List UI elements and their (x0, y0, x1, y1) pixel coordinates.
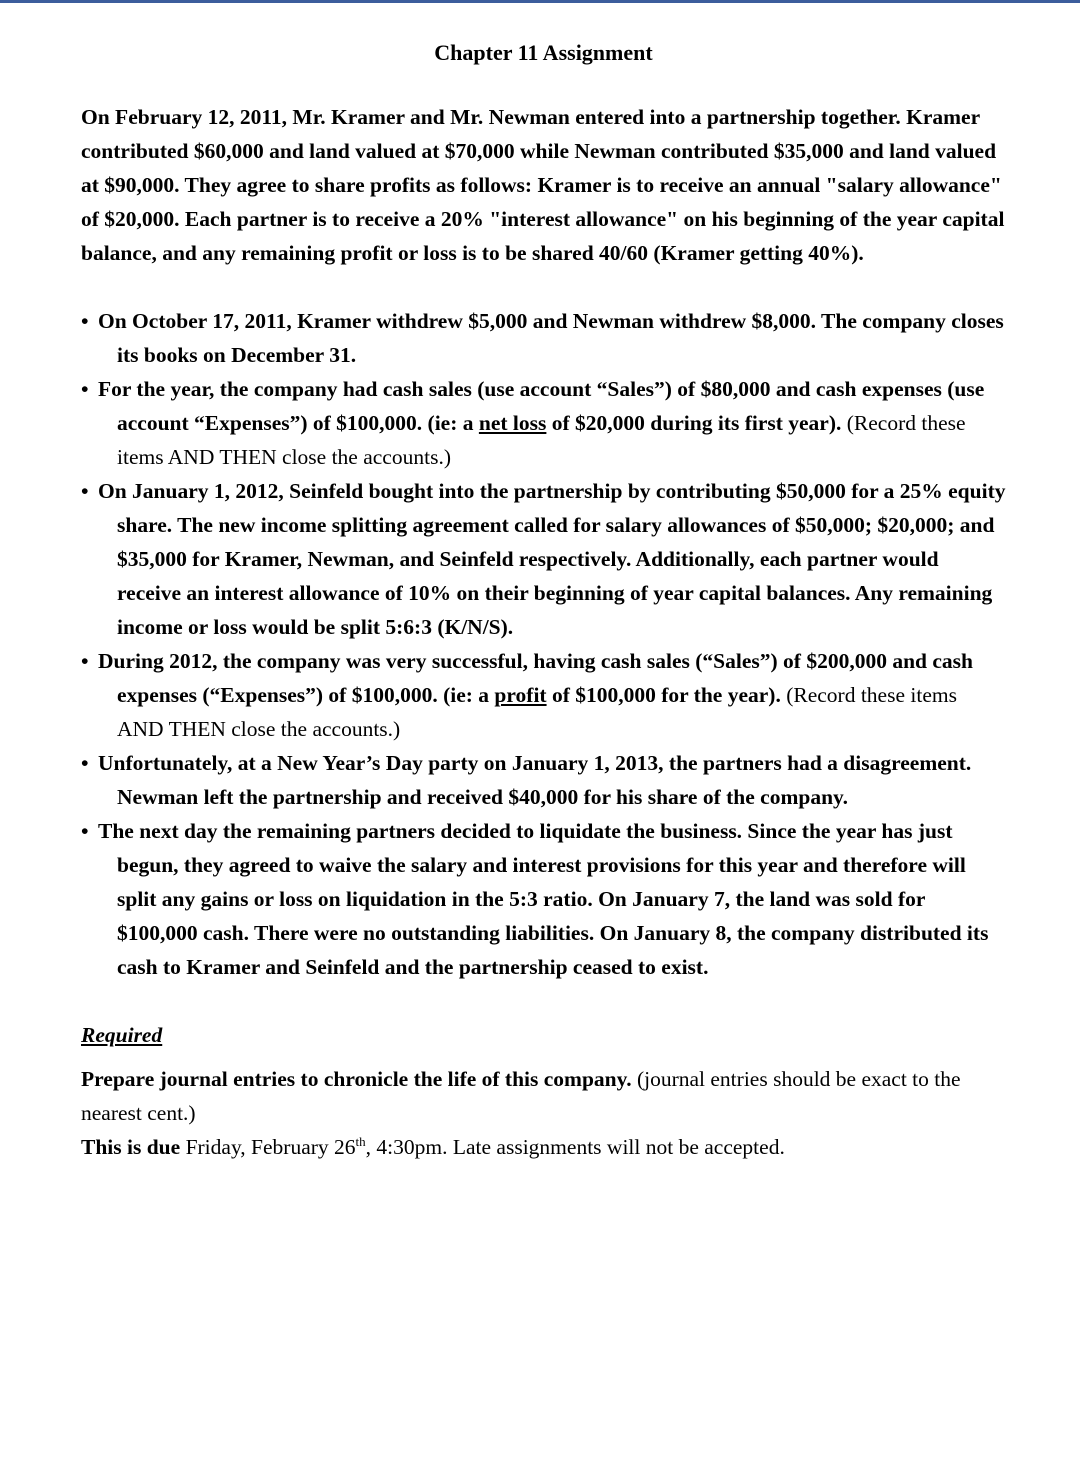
list-item-text: On January 1, 2012, Seinfeld bought into the partnership by contributing $50,000 for a 25% equity share. The new income splitting agreement called for salary allowances of $50,000; $20,000; and $35,000 for Kramer, Newman, and Seinfeld respectively. Additionally, each partner would receive an interest allowance of 10% on their beginning of year capital balances. Any remaining income or loss would be split 5:6:3 (K/N/S). (98, 479, 1006, 639)
list-item-text: During 2012, the company was very successful, having cash sales (“Sales”) of $200,000 and cash expenses (“Expenses”) of $100,000. (ie: a (98, 649, 973, 707)
bullet-icon: • (81, 819, 89, 843)
bullet-icon: • (81, 377, 89, 401)
instruction-paragraph (81, 1062, 1006, 1130)
top-border (0, 0, 1080, 3)
bullet-icon: • (81, 751, 89, 775)
list-item (81, 746, 1006, 814)
list-item-text: For the year, the company had cash sales (use account “Sales”) of $80,000 and cash expenses (use account “Expenses”) of $100,000. (ie: a (98, 377, 985, 435)
list-item (81, 814, 1006, 984)
due-label: This is due (81, 1135, 181, 1159)
underlined-term: profit (494, 683, 547, 707)
document-page (81, 36, 1006, 1164)
list-item (81, 644, 1006, 746)
list-item-text: The next day the remaining partners decided to liquidate the business. Since the year has just begun, they agreed to waive the salary and interest provisions for this year and therefore will split any gains or loss on liquidation in the 5:3 ratio. On January 7, the land was sold for $100,000 cash. There were no outstanding liabilities. On January 8, the company distributed its cash to Kramer and Seinfeld and the partnership ceased to exist. (98, 819, 989, 979)
list-item (81, 474, 1006, 644)
bullet-icon: • (81, 309, 89, 333)
list-item-note: (Record these items AND THEN close the accounts.) (117, 683, 957, 741)
list-item (81, 372, 1006, 474)
underlined-term: net loss (478, 411, 547, 435)
list-item-text: On October 17, 2011, Kramer withdrew $5,000 and Newman withdrew $8,000. The company closes its books on December 31. (98, 309, 1004, 367)
required-heading: Required (81, 1023, 163, 1047)
list-item (81, 304, 1006, 372)
page-title: Chapter 11 Assignment (434, 40, 653, 65)
due-date-text: Friday, February 26 (180, 1135, 356, 1159)
list-item-text: of $20,000 during its first year). (546, 411, 842, 435)
instruction-note: (journal entries should be exact to the nearest cent.) (81, 1067, 961, 1125)
list-item-text: Unfortunately, at a New Year’s Day party on January 1, 2013, the partners had a disagreement. Newman left the partnership and received $40,000 for his share of the company. (98, 751, 972, 809)
intro-paragraph: On February 12, 2011, Mr. Kramer and Mr. Newman entered into a partnership together. Kramer contributed $60,000 and land valued at $70,000 while Newman contributed $35,000 and land valued at $90,000. They agree to share profits as follows: Kramer is to receive an annual "salary allowance" of $20,000. Each partner is to receive a 20% "interest allowance" on his beginning of the year capital balance, and any remaining profit or loss is to be shared 40/60 (Kramer getting 40%). (81, 105, 1005, 265)
list-item-note: (Record these items AND THEN close the accounts.) (117, 411, 966, 469)
due-date-paragraph (81, 1130, 1006, 1164)
due-date-suffix: th (355, 1134, 366, 1149)
instruction-bold: Prepare journal entries to chronicle the life of this company. (81, 1067, 632, 1091)
due-date-rest: , 4:30pm. Late assignments will not be accepted. (365, 1135, 785, 1159)
list-item-text: of $100,000 for the year). (546, 683, 781, 707)
bullet-icon: • (81, 479, 89, 503)
event-list (81, 304, 1006, 984)
bullet-icon: • (81, 649, 89, 673)
